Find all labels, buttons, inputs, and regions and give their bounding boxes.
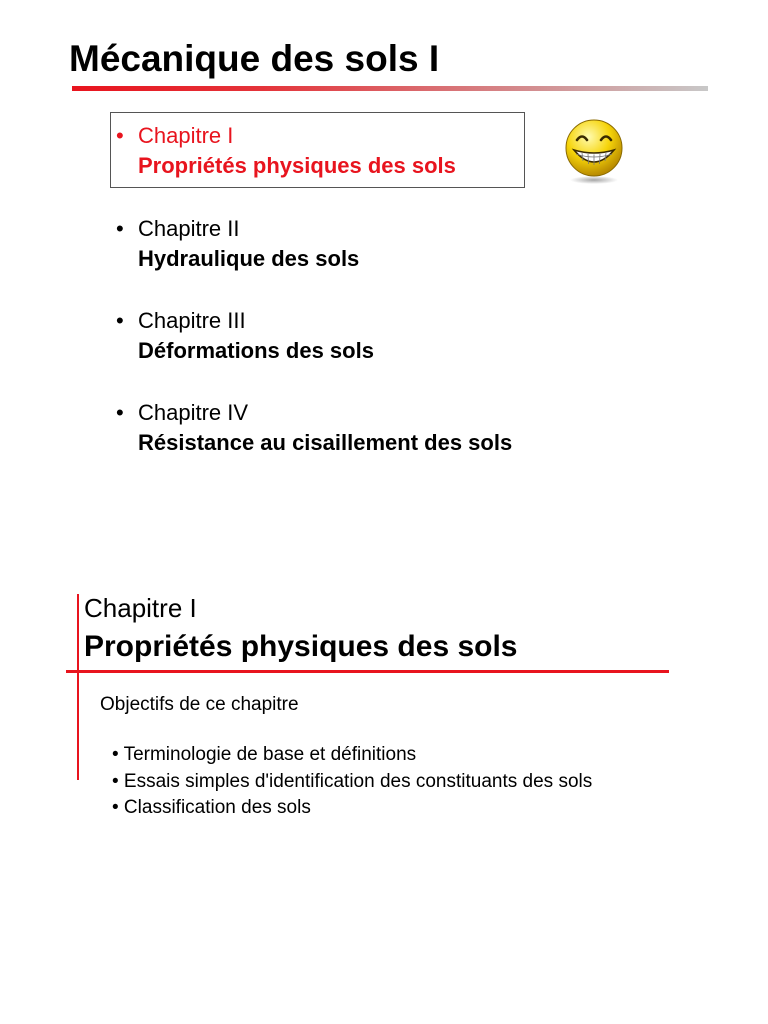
objectives-list [112,742,592,822]
chapter-title: Propriétés physiques des sols [138,153,456,178]
page-title: Mécanique des sols I [69,38,440,79]
chapter-title: Résistance au cisaillement des sols [138,430,513,455]
bullet: • [116,308,124,333]
list-item: • Essais simples d'identification des constituants des sols [112,770,593,792]
grinning-smiley-icon [563,118,625,184]
chapter-title: Déformations des sols [138,338,374,363]
chapter-number: Chapitre IV [138,400,249,425]
chapter-item-3[interactable] [116,306,374,366]
chapter-item-2[interactable] [116,214,359,274]
chapter-number: Chapitre II [138,216,240,241]
chapter-item-4[interactable] [116,398,512,458]
slide2-title: Propriétés physiques des sols [84,630,518,663]
slide2-chapter-label: Chapitre I [84,593,197,623]
list-item: • Terminologie de base et définitions [112,744,417,765]
objectives-heading: Objectifs de ce chapitre [100,694,299,715]
bullet: • [116,216,124,241]
bullet: • [116,123,124,148]
bullet: • [116,400,124,425]
list-item: • Classification des sols [112,797,311,818]
title-underline [72,86,708,91]
chapter-number: Chapitre I [138,123,234,148]
chapter-item-1[interactable] [116,121,456,181]
chapter-title: Hydraulique des sols [138,246,360,271]
slide2-title-underline [66,670,669,673]
chapter-number: Chapitre III [138,308,246,333]
slide2-left-rule [77,594,79,780]
